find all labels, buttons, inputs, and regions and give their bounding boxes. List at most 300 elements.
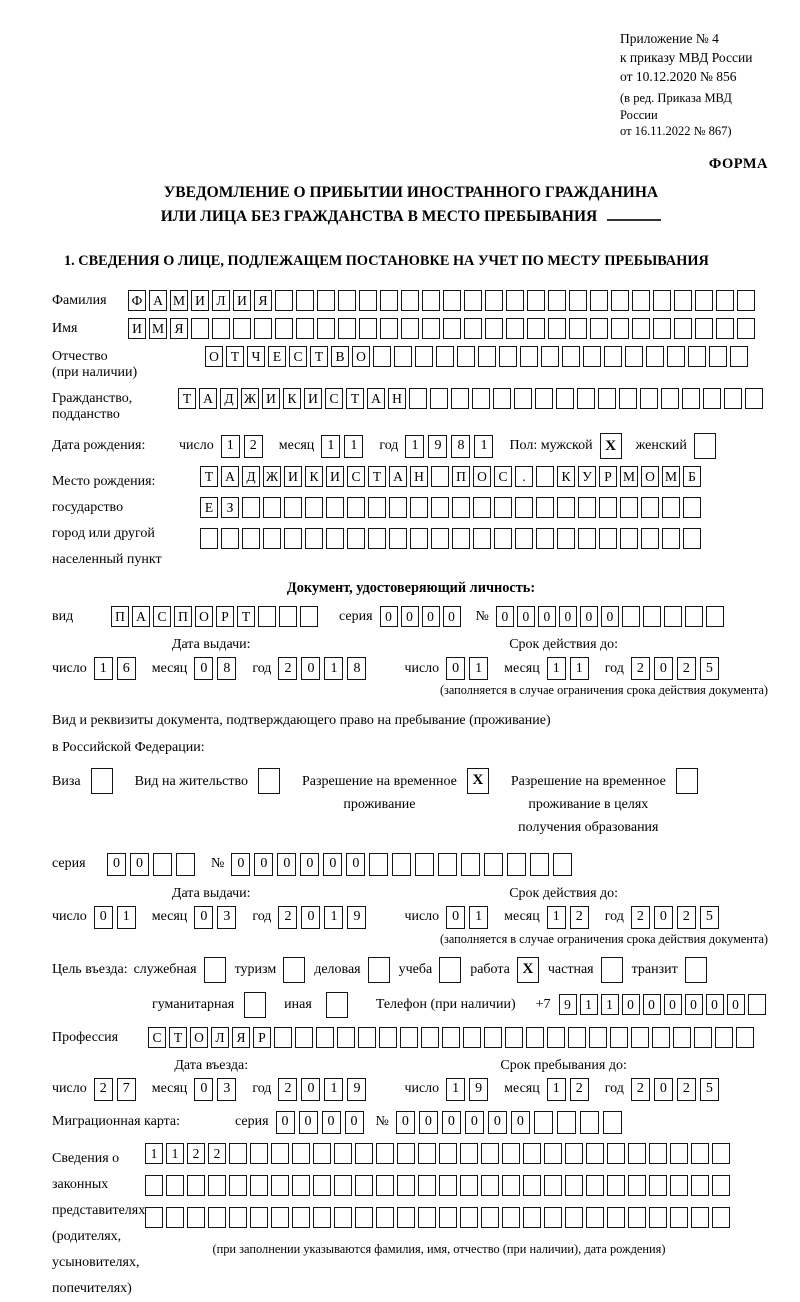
phone-cells[interactable] xyxy=(559,994,769,1015)
char-cell[interactable]: Е xyxy=(268,346,286,367)
char-cell[interactable] xyxy=(712,1207,730,1228)
char-cell[interactable]: 0 xyxy=(706,994,724,1015)
char-cell[interactable] xyxy=(439,1143,457,1164)
char-cell[interactable] xyxy=(737,290,755,311)
char-cell[interactable] xyxy=(577,388,595,409)
char-cell[interactable]: 0 xyxy=(664,994,682,1015)
char-cell[interactable]: И xyxy=(128,318,146,339)
char-cell[interactable]: И xyxy=(262,388,280,409)
char-cell[interactable] xyxy=(565,1143,583,1164)
char-cell[interactable]: М xyxy=(620,466,638,487)
char-cell[interactable]: И xyxy=(304,388,322,409)
char-cell[interactable] xyxy=(283,957,305,983)
char-cell[interactable] xyxy=(284,528,302,549)
char-cell[interactable] xyxy=(389,497,407,518)
char-cell[interactable] xyxy=(548,290,566,311)
char-cell[interactable] xyxy=(712,1143,730,1164)
char-cell[interactable] xyxy=(305,528,323,549)
char-cell[interactable] xyxy=(221,528,239,549)
char-cell[interactable]: 0 xyxy=(380,606,398,627)
char-cell[interactable]: Ф xyxy=(128,290,146,311)
char-cell[interactable] xyxy=(271,1143,289,1164)
char-cell[interactable]: 9 xyxy=(347,1078,366,1101)
char-cell[interactable] xyxy=(334,1175,352,1196)
char-cell[interactable] xyxy=(526,1027,544,1048)
char-cell[interactable]: К xyxy=(305,466,323,487)
char-cell[interactable]: 1 xyxy=(117,906,136,929)
char-cell[interactable] xyxy=(368,497,386,518)
purpose-private-checkbox[interactable] xyxy=(601,957,623,983)
char-cell[interactable] xyxy=(578,497,596,518)
char-cell[interactable]: 9 xyxy=(428,435,447,458)
char-cell[interactable] xyxy=(431,466,449,487)
char-cell[interactable]: 0 xyxy=(322,1111,341,1134)
char-cell[interactable]: Н xyxy=(388,388,406,409)
char-cell[interactable]: 0 xyxy=(301,1078,320,1101)
char-cell[interactable] xyxy=(451,388,469,409)
char-cell[interactable] xyxy=(703,388,721,409)
char-cell[interactable]: 0 xyxy=(465,1111,484,1134)
char-cell[interactable] xyxy=(691,1207,709,1228)
char-cell[interactable] xyxy=(715,1027,733,1048)
char-cell[interactable]: М xyxy=(170,290,188,311)
char-cell[interactable]: 1 xyxy=(580,994,598,1015)
char-cell[interactable]: Д xyxy=(242,466,260,487)
visa-checkbox[interactable] xyxy=(91,768,113,794)
char-cell[interactable] xyxy=(649,1207,667,1228)
char-cell[interactable] xyxy=(535,388,553,409)
char-cell[interactable] xyxy=(485,290,503,311)
char-cell[interactable]: 0 xyxy=(422,606,440,627)
char-cell[interactable]: 0 xyxy=(654,1078,673,1101)
char-cell[interactable] xyxy=(481,1175,499,1196)
char-cell[interactable] xyxy=(565,1207,583,1228)
char-cell[interactable]: 0 xyxy=(685,994,703,1015)
char-cell[interactable] xyxy=(664,606,682,627)
char-cell[interactable]: 0 xyxy=(346,853,365,876)
char-cell[interactable] xyxy=(334,1207,352,1228)
char-cell[interactable] xyxy=(418,1143,436,1164)
char-cell[interactable] xyxy=(484,1027,502,1048)
char-cell[interactable]: 0 xyxy=(299,1111,318,1134)
char-cell[interactable] xyxy=(598,388,616,409)
char-cell[interactable] xyxy=(667,346,685,367)
char-cell[interactable] xyxy=(694,433,716,459)
char-cell[interactable] xyxy=(620,528,638,549)
char-cell[interactable] xyxy=(415,346,433,367)
residence-permit-checkbox[interactable] xyxy=(258,768,280,794)
char-cell[interactable] xyxy=(463,1027,481,1048)
char-cell[interactable]: 9 xyxy=(469,1078,488,1101)
char-cell[interactable] xyxy=(421,1027,439,1048)
char-cell[interactable]: 8 xyxy=(451,435,470,458)
legal-reps-cells-row2[interactable] xyxy=(145,1175,733,1196)
char-cell[interactable] xyxy=(523,1207,541,1228)
char-cell[interactable]: 2 xyxy=(208,1143,226,1164)
char-cell[interactable] xyxy=(641,528,659,549)
char-cell[interactable]: 1 xyxy=(446,1078,465,1101)
char-cell[interactable]: И xyxy=(191,290,209,311)
char-cell[interactable] xyxy=(271,1207,289,1228)
char-cell[interactable] xyxy=(187,1207,205,1228)
char-cell[interactable]: Л xyxy=(212,290,230,311)
char-cell[interactable] xyxy=(640,388,658,409)
char-cell[interactable]: 1 xyxy=(324,1078,343,1101)
char-cell[interactable] xyxy=(292,1175,310,1196)
char-cell[interactable] xyxy=(548,318,566,339)
char-cell[interactable]: 3 xyxy=(217,906,236,929)
char-cell[interactable]: 1 xyxy=(469,657,488,680)
char-cell[interactable] xyxy=(373,346,391,367)
char-cell[interactable] xyxy=(355,1207,373,1228)
char-cell[interactable]: 0 xyxy=(580,606,598,627)
char-cell[interactable] xyxy=(250,1175,268,1196)
char-cell[interactable] xyxy=(604,346,622,367)
char-cell[interactable] xyxy=(464,318,482,339)
char-cell[interactable] xyxy=(494,528,512,549)
char-cell[interactable] xyxy=(145,1175,163,1196)
char-cell[interactable] xyxy=(583,346,601,367)
purpose-business-checkbox[interactable] xyxy=(368,957,390,983)
char-cell[interactable]: П xyxy=(111,606,129,627)
char-cell[interactable]: 0 xyxy=(601,606,619,627)
birth-place-cells-row3[interactable] xyxy=(200,528,704,549)
char-cell[interactable]: 9 xyxy=(347,906,366,929)
char-cell[interactable] xyxy=(422,290,440,311)
char-cell[interactable]: Т xyxy=(226,346,244,367)
char-cell[interactable] xyxy=(544,1175,562,1196)
char-cell[interactable] xyxy=(565,1175,583,1196)
surname-cells[interactable] xyxy=(128,290,758,311)
char-cell[interactable] xyxy=(472,388,490,409)
char-cell[interactable] xyxy=(590,290,608,311)
char-cell[interactable] xyxy=(473,497,491,518)
char-cell[interactable]: 1 xyxy=(547,1078,566,1101)
char-cell[interactable] xyxy=(409,388,427,409)
char-cell[interactable]: 1 xyxy=(344,435,363,458)
char-cell[interactable] xyxy=(326,992,348,1018)
char-cell[interactable]: Р xyxy=(599,466,617,487)
char-cell[interactable]: 0 xyxy=(727,994,745,1015)
char-cell[interactable] xyxy=(649,1143,667,1164)
char-cell[interactable]: 0 xyxy=(401,606,419,627)
stay-until-day[interactable] xyxy=(446,1078,492,1101)
char-cell[interactable] xyxy=(569,318,587,339)
char-cell[interactable] xyxy=(481,1207,499,1228)
char-cell[interactable] xyxy=(586,1207,604,1228)
purpose-other-checkbox[interactable] xyxy=(326,992,348,1018)
residence-issue-year[interactable] xyxy=(278,906,370,929)
char-cell[interactable]: 0 xyxy=(446,657,465,680)
char-cell[interactable]: 1 xyxy=(570,657,589,680)
char-cell[interactable] xyxy=(601,957,623,983)
char-cell[interactable]: 0 xyxy=(654,906,673,929)
char-cell[interactable] xyxy=(544,1143,562,1164)
char-cell[interactable] xyxy=(534,1111,553,1134)
char-cell[interactable]: 1 xyxy=(94,657,113,680)
char-cell[interactable]: 2 xyxy=(677,657,696,680)
char-cell[interactable]: Т xyxy=(169,1027,187,1048)
char-cell[interactable] xyxy=(460,1143,478,1164)
char-cell[interactable] xyxy=(557,1111,576,1134)
purpose-transit-checkbox[interactable] xyxy=(685,957,707,983)
char-cell[interactable] xyxy=(620,497,638,518)
char-cell[interactable]: 0 xyxy=(643,994,661,1015)
char-cell[interactable] xyxy=(632,290,650,311)
char-cell[interactable] xyxy=(376,1143,394,1164)
char-cell[interactable] xyxy=(632,318,650,339)
char-cell[interactable] xyxy=(682,388,700,409)
char-cell[interactable] xyxy=(313,1207,331,1228)
char-cell[interactable] xyxy=(530,853,549,876)
char-cell[interactable]: 1 xyxy=(547,906,566,929)
char-cell[interactable] xyxy=(670,1143,688,1164)
char-cell[interactable] xyxy=(418,1175,436,1196)
doc-number-cells[interactable] xyxy=(496,606,727,627)
char-cell[interactable]: 2 xyxy=(677,906,696,929)
char-cell[interactable]: 0 xyxy=(446,906,465,929)
char-cell[interactable] xyxy=(610,1027,628,1048)
char-cell[interactable] xyxy=(505,1027,523,1048)
char-cell[interactable] xyxy=(674,290,692,311)
char-cell[interactable]: Е xyxy=(200,497,218,518)
char-cell[interactable]: 0 xyxy=(517,606,535,627)
char-cell[interactable] xyxy=(457,346,475,367)
residence-issue-day[interactable] xyxy=(94,906,140,929)
char-cell[interactable] xyxy=(716,318,734,339)
char-cell[interactable] xyxy=(523,1175,541,1196)
char-cell[interactable] xyxy=(523,1143,541,1164)
char-cell[interactable] xyxy=(439,957,461,983)
temp-residence-checkbox[interactable] xyxy=(467,768,489,794)
char-cell[interactable] xyxy=(515,497,533,518)
char-cell[interactable] xyxy=(473,528,491,549)
char-cell[interactable] xyxy=(376,1175,394,1196)
char-cell[interactable]: 0 xyxy=(443,606,461,627)
identity-issue-month[interactable] xyxy=(194,657,240,680)
char-cell[interactable] xyxy=(347,497,365,518)
char-cell[interactable]: 1 xyxy=(221,435,240,458)
char-cell[interactable]: Р xyxy=(253,1027,271,1048)
char-cell[interactable]: 0 xyxy=(130,853,149,876)
stay-until-month[interactable] xyxy=(547,1078,593,1101)
stay-until-year[interactable] xyxy=(631,1078,723,1101)
char-cell[interactable]: Б xyxy=(683,466,701,487)
char-cell[interactable] xyxy=(536,497,554,518)
char-cell[interactable] xyxy=(401,290,419,311)
char-cell[interactable]: 2 xyxy=(278,657,297,680)
char-cell[interactable] xyxy=(292,1207,310,1228)
char-cell[interactable] xyxy=(376,1207,394,1228)
char-cell[interactable] xyxy=(359,318,377,339)
entry-month[interactable] xyxy=(194,1078,240,1101)
char-cell[interactable] xyxy=(506,290,524,311)
char-cell[interactable] xyxy=(334,1143,352,1164)
char-cell[interactable]: 2 xyxy=(187,1143,205,1164)
char-cell[interactable] xyxy=(641,497,659,518)
char-cell[interactable] xyxy=(166,1175,184,1196)
char-cell[interactable] xyxy=(397,1175,415,1196)
char-cell[interactable]: 1 xyxy=(601,994,619,1015)
char-cell[interactable] xyxy=(442,1027,460,1048)
char-cell[interactable] xyxy=(200,528,218,549)
char-cell[interactable] xyxy=(553,853,572,876)
char-cell[interactable] xyxy=(709,346,727,367)
char-cell[interactable] xyxy=(748,994,766,1015)
identity-valid-year[interactable] xyxy=(631,657,723,680)
char-cell[interactable] xyxy=(661,388,679,409)
char-cell[interactable]: 0 xyxy=(419,1111,438,1134)
char-cell[interactable] xyxy=(91,768,113,794)
char-cell[interactable]: X xyxy=(467,768,489,794)
char-cell[interactable] xyxy=(145,1207,163,1228)
char-cell[interactable] xyxy=(305,497,323,518)
char-cell[interactable] xyxy=(380,318,398,339)
char-cell[interactable] xyxy=(478,346,496,367)
char-cell[interactable] xyxy=(520,346,538,367)
birth-year-cells[interactable] xyxy=(405,435,497,458)
char-cell[interactable] xyxy=(439,1175,457,1196)
char-cell[interactable] xyxy=(153,853,172,876)
char-cell[interactable] xyxy=(389,528,407,549)
char-cell[interactable] xyxy=(507,853,526,876)
char-cell[interactable]: 0 xyxy=(496,606,514,627)
char-cell[interactable] xyxy=(683,497,701,518)
identity-issue-year[interactable] xyxy=(278,657,370,680)
char-cell[interactable] xyxy=(737,318,755,339)
char-cell[interactable] xyxy=(569,290,587,311)
char-cell[interactable]: М xyxy=(662,466,680,487)
char-cell[interactable] xyxy=(464,290,482,311)
char-cell[interactable] xyxy=(229,1143,247,1164)
char-cell[interactable] xyxy=(643,606,661,627)
char-cell[interactable] xyxy=(599,497,617,518)
char-cell[interactable]: У xyxy=(578,466,596,487)
char-cell[interactable] xyxy=(316,1027,334,1048)
char-cell[interactable] xyxy=(676,768,698,794)
char-cell[interactable] xyxy=(695,290,713,311)
char-cell[interactable] xyxy=(586,1175,604,1196)
char-cell[interactable] xyxy=(580,1111,599,1134)
char-cell[interactable] xyxy=(653,290,671,311)
char-cell[interactable] xyxy=(438,853,457,876)
char-cell[interactable] xyxy=(493,388,511,409)
char-cell[interactable]: 0 xyxy=(323,853,342,876)
char-cell[interactable] xyxy=(347,528,365,549)
char-cell[interactable] xyxy=(557,528,575,549)
char-cell[interactable] xyxy=(401,318,419,339)
char-cell[interactable]: С xyxy=(153,606,171,627)
char-cell[interactable] xyxy=(355,1143,373,1164)
char-cell[interactable] xyxy=(191,318,209,339)
char-cell[interactable] xyxy=(317,290,335,311)
char-cell[interactable]: 2 xyxy=(677,1078,696,1101)
char-cell[interactable]: Т xyxy=(200,466,218,487)
char-cell[interactable] xyxy=(541,346,559,367)
entry-year[interactable] xyxy=(278,1078,370,1101)
char-cell[interactable]: М xyxy=(149,318,167,339)
char-cell[interactable]: А xyxy=(367,388,385,409)
char-cell[interactable] xyxy=(275,318,293,339)
char-cell[interactable] xyxy=(484,853,503,876)
char-cell[interactable]: 0 xyxy=(277,853,296,876)
char-cell[interactable]: А xyxy=(149,290,167,311)
char-cell[interactable] xyxy=(685,606,703,627)
char-cell[interactable]: Р xyxy=(216,606,234,627)
char-cell[interactable] xyxy=(599,528,617,549)
char-cell[interactable]: 0 xyxy=(559,606,577,627)
char-cell[interactable] xyxy=(271,1175,289,1196)
char-cell[interactable] xyxy=(506,318,524,339)
char-cell[interactable] xyxy=(338,318,356,339)
char-cell[interactable] xyxy=(589,1027,607,1048)
edu-residence-checkbox[interactable] xyxy=(676,768,698,794)
char-cell[interactable]: 9 xyxy=(559,994,577,1015)
char-cell[interactable] xyxy=(730,346,748,367)
char-cell[interactable] xyxy=(418,1207,436,1228)
char-cell[interactable]: С xyxy=(148,1027,166,1048)
identity-valid-month[interactable] xyxy=(547,657,593,680)
char-cell[interactable]: О xyxy=(473,466,491,487)
char-cell[interactable]: 1 xyxy=(145,1143,163,1164)
char-cell[interactable] xyxy=(461,853,480,876)
char-cell[interactable]: О xyxy=(190,1027,208,1048)
sex-female-checkbox[interactable] xyxy=(694,433,716,459)
char-cell[interactable]: Я xyxy=(254,290,272,311)
residence-valid-month[interactable] xyxy=(547,906,593,929)
purpose-official-checkbox[interactable] xyxy=(204,957,226,983)
char-cell[interactable] xyxy=(547,1027,565,1048)
identity-valid-day[interactable] xyxy=(446,657,492,680)
char-cell[interactable]: 5 xyxy=(700,906,719,929)
char-cell[interactable] xyxy=(380,290,398,311)
char-cell[interactable] xyxy=(166,1207,184,1228)
char-cell[interactable] xyxy=(631,1027,649,1048)
char-cell[interactable] xyxy=(670,1175,688,1196)
char-cell[interactable] xyxy=(242,528,260,549)
char-cell[interactable]: 0 xyxy=(488,1111,507,1134)
char-cell[interactable] xyxy=(317,318,335,339)
char-cell[interactable] xyxy=(683,528,701,549)
residence-issue-month[interactable] xyxy=(194,906,240,929)
char-cell[interactable] xyxy=(556,388,574,409)
char-cell[interactable] xyxy=(229,1175,247,1196)
char-cell[interactable]: 0 xyxy=(194,657,213,680)
char-cell[interactable] xyxy=(397,1207,415,1228)
char-cell[interactable] xyxy=(685,957,707,983)
char-cell[interactable] xyxy=(607,1175,625,1196)
char-cell[interactable] xyxy=(691,1175,709,1196)
char-cell[interactable]: С xyxy=(289,346,307,367)
char-cell[interactable]: 0 xyxy=(301,906,320,929)
char-cell[interactable] xyxy=(369,853,388,876)
char-cell[interactable]: О xyxy=(352,346,370,367)
char-cell[interactable] xyxy=(368,957,390,983)
char-cell[interactable]: 2 xyxy=(570,1078,589,1101)
char-cell[interactable] xyxy=(258,606,276,627)
char-cell[interactable] xyxy=(229,1207,247,1228)
char-cell[interactable] xyxy=(562,346,580,367)
char-cell[interactable] xyxy=(313,1143,331,1164)
char-cell[interactable] xyxy=(212,318,230,339)
char-cell[interactable] xyxy=(337,1027,355,1048)
char-cell[interactable]: О xyxy=(205,346,223,367)
char-cell[interactable] xyxy=(244,992,266,1018)
char-cell[interactable]: 2 xyxy=(631,906,650,929)
doc-series-cells[interactable] xyxy=(380,606,464,627)
char-cell[interactable] xyxy=(544,1207,562,1228)
char-cell[interactable] xyxy=(439,1207,457,1228)
